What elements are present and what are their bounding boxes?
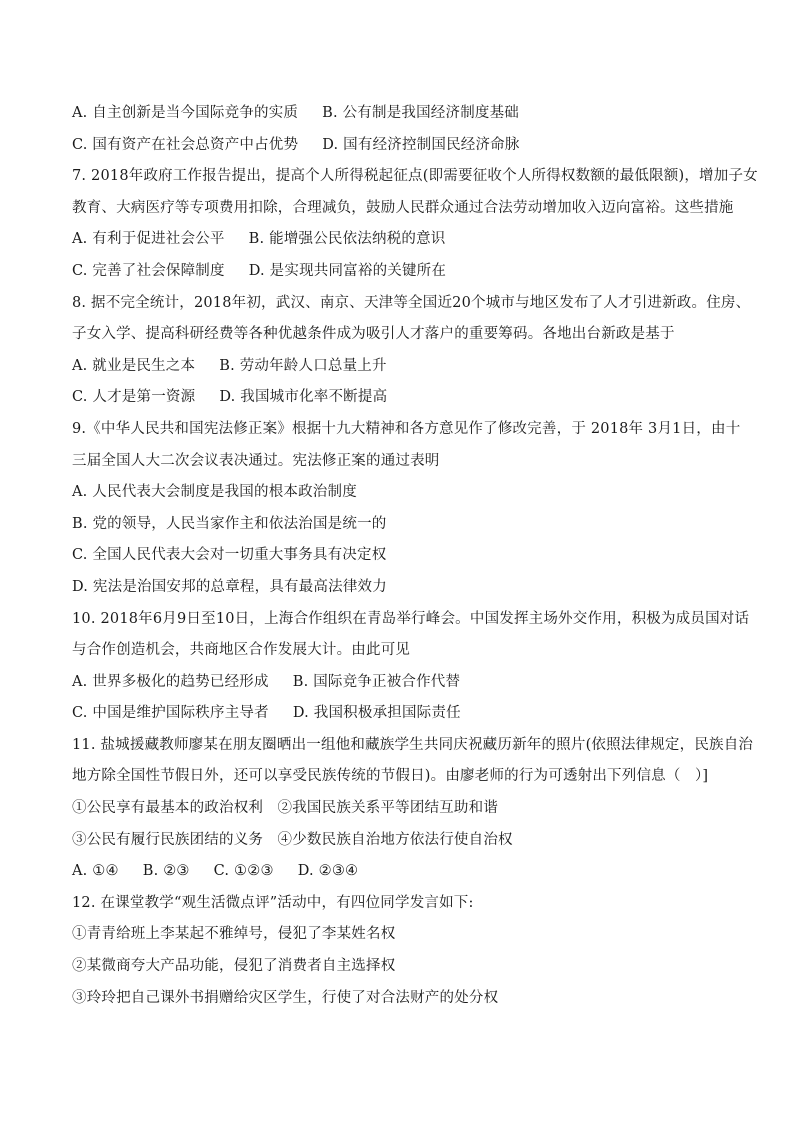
- q8-options-ab: A. 就业是民生之本 B. 劳动年龄人口总量上升: [72, 357, 387, 374]
- q12-stem: 12. 在课堂教学“观生活微点评”活动中，有四位同学发言如下:: [72, 894, 474, 911]
- q9-option-d: D. 宪法是治国安邦的总章程，具有最高法律效力: [72, 578, 387, 595]
- q11-statements-34: ③公民有履行民族团结的义务 ④少数民族自治地方依法行使自治权: [72, 831, 513, 848]
- q12-statement-1: ①青青给班上李某起不雅绰号，侵犯了李某姓名权: [72, 926, 396, 943]
- q11-stem-line-2: 地方除全国性节假日外，还可以享受民族传统的节假日)。由廖老师的行为可透射出下列信息（ ）]: [72, 768, 709, 785]
- q11-stem-line-1: 11. 盐城援藏教师廖某在朋友圈晒出一组他和藏族学生共同庆祝藏历新年的照片(依照法律规定，民族自治: [72, 736, 754, 753]
- q7-options-ab: A. 有利于促进社会公平 B. 能增强公民依法纳税的意识: [72, 231, 446, 248]
- q8-stem-line-1: 8. 据不完全统计，2018年初，武汉、南京、天津等全国近20个城市与地区发布了人才引进新政。住房、: [72, 294, 751, 311]
- q10-options-ab: A. 世界多极化的趋势已经形成 B. 国际竞争正被合作代替: [72, 673, 461, 690]
- q6-options-cd: C. 国有资产在社会总资产中占优势 D. 国有经济控制国民经济命脉: [72, 136, 520, 153]
- q10-stem-line-1: 10. 2018年6月9日至10日，上海合作组织在青岛举行峰会。中国发挥主场外交作用，积极为成员国对话: [72, 610, 750, 627]
- q7-options-cd: C. 完善了社会保障制度 D. 是实现共同富裕的关键所在: [72, 262, 447, 279]
- q6-options-ab: A. 自主创新是当今国际竞争的实质 B. 公有制是我国经济制度基础: [72, 105, 520, 121]
- q9-stem-line-2: 三届全国人大二次会议表决通过。宪法修正案的通过表明: [72, 452, 440, 469]
- q10-options-cd: C. 中国是维护国际秩序主导者 D. 我国积极承担国际责任: [72, 705, 461, 722]
- q9-stem-line-1: 9.《中华人民共和国宪法修正案》根据十九大精神和各方意见作了修改完善，于 2018年 3月1日，由十: [72, 420, 741, 437]
- q12-statement-3: ③玲玲把自己课外书捐赠给灾区学生，行使了对合法财产的处分权: [72, 989, 499, 1006]
- q11-options: A. ①④ B. ②③ C. ①②③ D. ②③④: [72, 863, 359, 880]
- document-page: [72, 98, 758, 1014]
- q7-stem-line-2: 教育、大病医疗等专项费用扣除，合理减负，鼓励人民群众通过合法劳动增加收入迈向富裕。这些措施: [72, 199, 734, 216]
- q8-stem-line-2: 子女入学、提高科研经费等各种优越条件成为吸引人才落户的重要筹码。各地出台新政是基于: [72, 326, 675, 343]
- q9-option-b: B. 党的领导，人民当家作主和依法治国是统一的: [72, 515, 387, 532]
- q9-option-a: A. 人民代表大会制度是我国的根本政治制度: [72, 484, 357, 501]
- q10-stem-line-2: 与合作创造机会，共商地区合作发展大计。由此可见: [72, 642, 411, 659]
- q12-statement-2: ②某微商夸大产品功能，侵犯了消费者自主选择权: [72, 958, 396, 975]
- q9-option-c: C. 全国人民代表大会对一切重大事务具有决定权: [72, 547, 387, 564]
- q11-statements-12: ①公民享有最基本的政治权利 ②我国民族关系平等团结互助和谐: [72, 800, 499, 817]
- q7-stem-line-1: 7. 2018年政府工作报告提出，提高个人所得税起征点(即需要征收个人所得权数额的最低限额)，增加子女: [72, 168, 758, 185]
- q8-options-cd: C. 人才是第一资源 D. 我国城市化率不断提高: [72, 389, 388, 406]
